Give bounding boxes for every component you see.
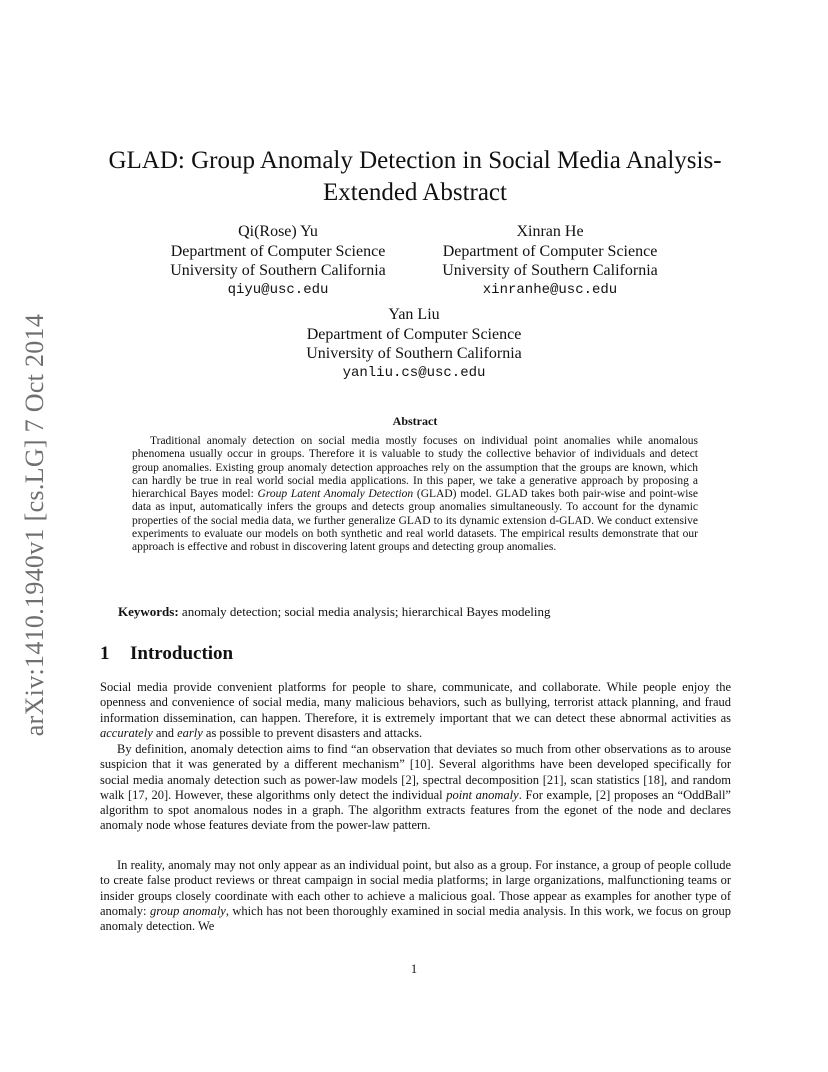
author-name: Qi(Rose) Yu xyxy=(238,223,318,240)
paragraph-text: By definition, anomaly detection aims to find “an observation that deviates so much from other observations as to arouse suspicion that it was generated by a different mechanism” xyxy=(100,742,731,772)
author-university: University of Southern California xyxy=(306,345,522,362)
paragraph-text: . However, these algorithms only detect the individual xyxy=(168,787,447,802)
paragraph-text: . Several algorithms have been developed specifically for social media anomaly detection such as power-law models xyxy=(100,757,731,787)
emphasis-text: group anomaly xyxy=(149,903,226,918)
abstract-text: (GLAD) model. GLAD takes both pair-wise and point-wise data as input, automatically infers the groups and detects group anomalies simultaneously. To account for the dynamic properties of the social media data, we further generalize GLAD to its dynamic extension d-GLAD. We conduct extensive experiments to evaluate our models on both synthetic and real world datasets. The empirical results demonstrate that our approach is effective and robust in discovering latent groups and detecting group anomalies. xyxy=(132,488,698,554)
section-title: Introduction xyxy=(130,643,234,664)
emphasis-text: accurately xyxy=(100,725,153,740)
paragraph-text: . For example, xyxy=(518,787,596,802)
citation-link[interactable]: [2] xyxy=(595,787,611,802)
paragraph-text: , and random walk xyxy=(100,772,731,802)
author-university: University of Southern California xyxy=(442,262,658,279)
author-block-3 xyxy=(284,305,544,383)
abstract-text: Traditional anomaly detection on social media mostly focuses on individual point anomalies while anomalous phenomena usually occur in groups. Therefore it is valuable to study the collective behavior of individuals and detect group anomalies. Existing group anomaly detection approaches rely on the assumption that the groups are known, which can hardly be true in real world social media applications. In this paper, we take a generative approach by proposing a hierarchical Bayes model: xyxy=(132,435,698,501)
keywords-label: Keywords: xyxy=(118,604,179,619)
arxiv-identifier-text: arXiv:1410.1940v1 [cs.LG] 7 Oct 2014 xyxy=(20,313,49,737)
paragraph-3 xyxy=(100,858,731,934)
author-email[interactable]: yanliu.cs@usc.edu xyxy=(342,364,486,381)
section-heading xyxy=(100,643,233,665)
author-email[interactable]: qiyu@usc.edu xyxy=(227,281,329,298)
paper-title: GLAD: Group Anomaly Detection in Social Media Analysis- Extended Abstract xyxy=(108,147,722,206)
paragraph-text: and xyxy=(152,725,178,740)
citation-link[interactable]: [18] xyxy=(643,772,665,787)
paragraph-text: Social media provide convenient platforms for people to share, communicate, and collaborate. While people enjoy the openness and convenience of social media, many malicious behaviors, such as bullying, terrorist attack planning, and fraud information dissemination, can happen. Therefore, it is extremely important that we can detect these abnormal activities as xyxy=(100,680,731,725)
emphasis-text: early xyxy=(177,725,203,740)
citation-link[interactable]: [21] xyxy=(542,772,564,787)
paragraph-text: , spectral decomposition xyxy=(415,772,543,787)
paragraph-2 xyxy=(100,742,731,834)
author-department: Department of Computer Science xyxy=(170,242,386,260)
paragraph-text: In reality, anomaly may not only appear as an individual point, but also as a group. For instance, a group of people collude to create false product reviews or threat campaign in social media platforms; in large organizations, malfunctioning teams or insider groups closely coordinate with each other to achieve a malicious goal. Those appear as examples for another type of anomaly: xyxy=(100,858,731,918)
paragraph-1 xyxy=(100,680,731,741)
author-name: Xinran He xyxy=(516,223,584,240)
author-university: University of Southern California xyxy=(170,262,386,279)
abstract-heading: Abstract xyxy=(392,414,438,428)
paragraph-text: , scan statistics xyxy=(563,772,644,787)
paragraph-text: , which has not been thoroughly examined in social media analysis. In this work, we focus on group anomaly detection. We xyxy=(100,903,731,934)
citation-link[interactable]: [10] xyxy=(409,757,431,772)
author-department: Department of Computer Science xyxy=(306,325,522,343)
author-block-1 xyxy=(150,222,406,300)
author-department: Department of Computer Science xyxy=(442,242,658,260)
keywords-line xyxy=(118,604,718,620)
citation-link[interactable]: [2] xyxy=(401,772,416,787)
author-block-2 xyxy=(420,222,680,300)
author-email[interactable]: xinranhe@usc.edu xyxy=(482,281,618,298)
keywords-text: anomaly detection; social media analysis; hierarchical Bayes modeling xyxy=(178,604,551,619)
paragraph-text: proposes an “OddBall” algorithm to spot anomalous nodes in a graph. The algorithm extracts features from the egonet of the node and declares anomaly node whose features deviate from the power-law pattern. xyxy=(100,787,731,833)
section-number: 1 xyxy=(100,643,110,664)
abstract-body xyxy=(132,435,698,555)
arxiv-identifier-stamp[interactable] xyxy=(12,300,58,750)
abstract-model-name: Group Latent Anomaly Detection xyxy=(257,488,414,501)
citation-link[interactable]: [17, 20] xyxy=(127,787,169,802)
paragraph-text: as possible to prevent disasters and attacks. xyxy=(202,725,423,740)
emphasis-text: point anomaly xyxy=(446,787,519,802)
author-name: Yan Liu xyxy=(388,306,440,323)
page-number: 1 xyxy=(410,962,418,976)
